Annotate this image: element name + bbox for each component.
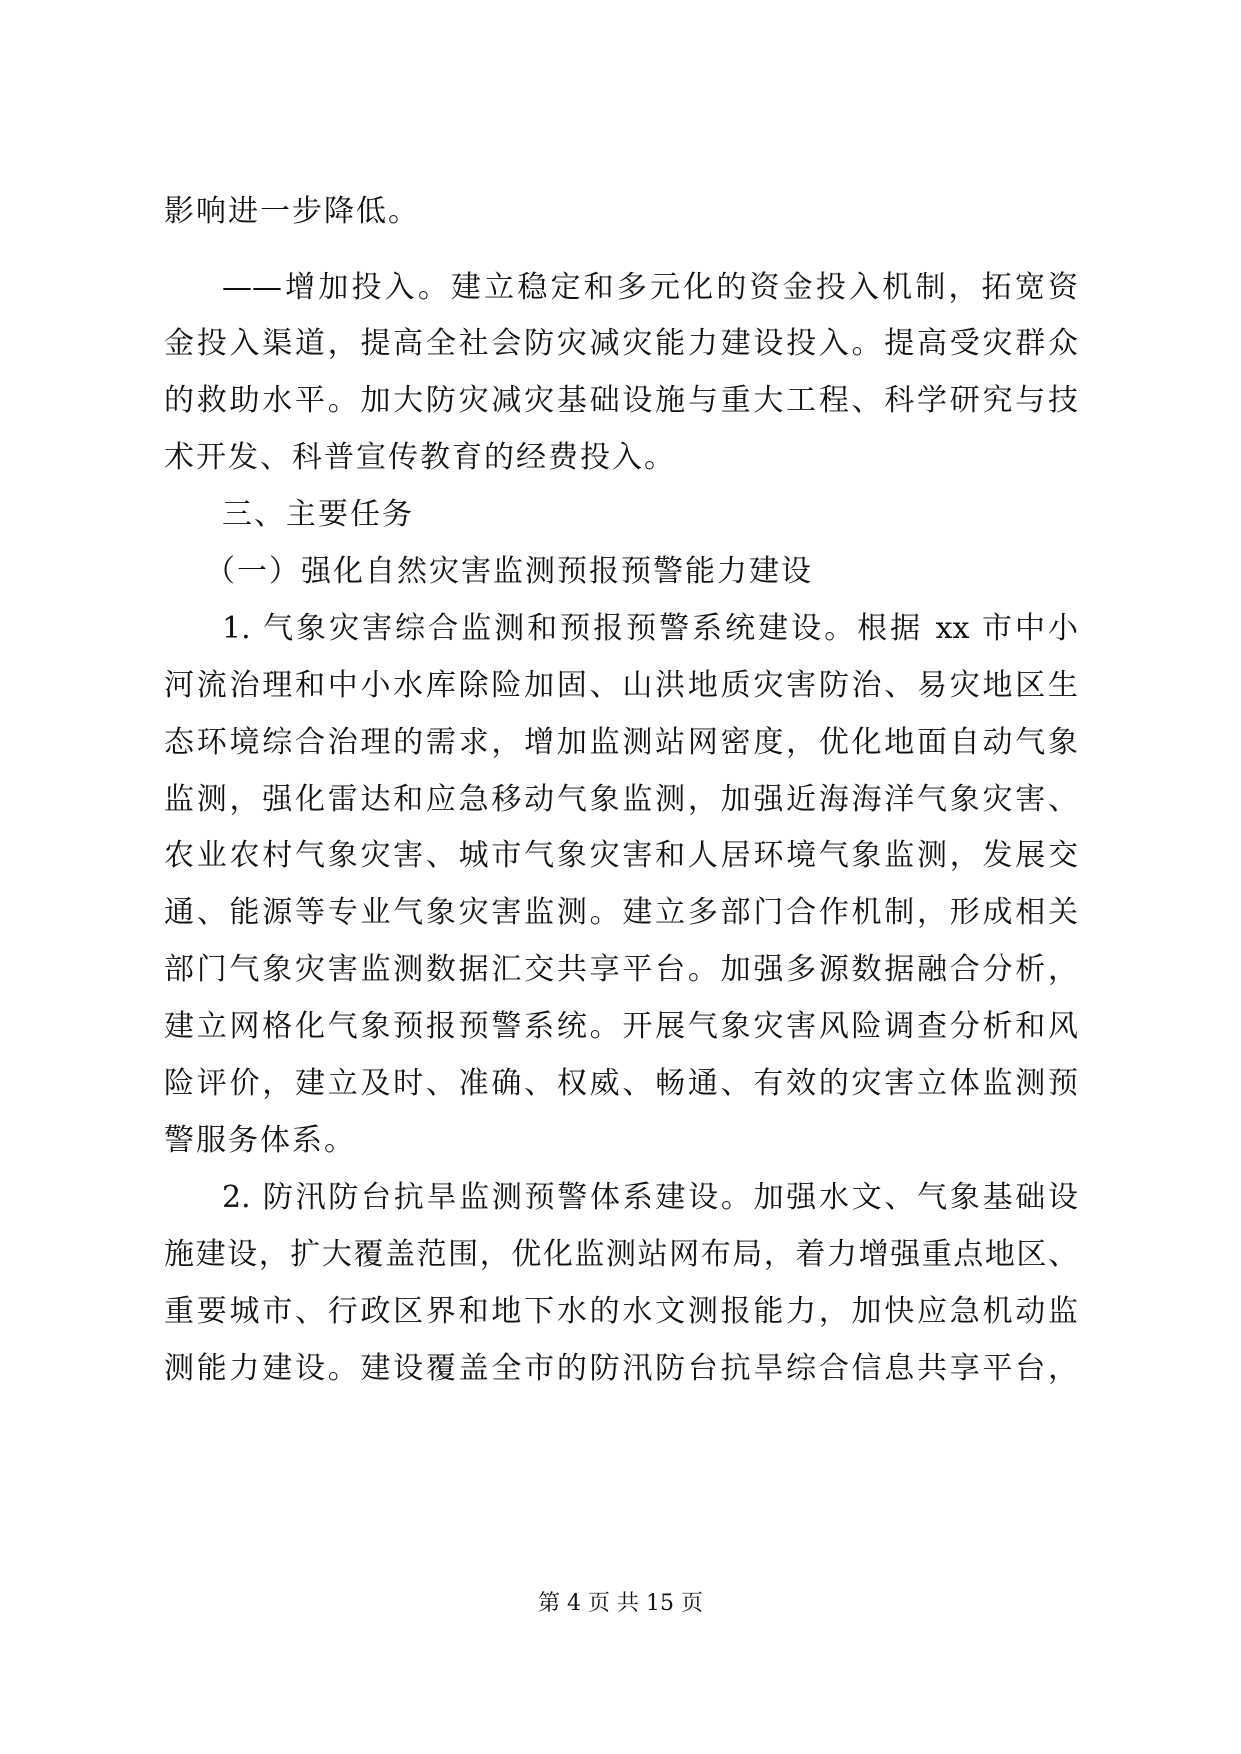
text-line: ——增加投入。建立稳定和多元化的资金投入机制，拓宽资 [222,270,1078,305]
text-line: 1. 气象灾害综合监测和预报预警系统建设。根据 xx 市中小 [222,611,1078,646]
text-line: 部门气象灾害监测数据汇交共享平台。加强多源数据融合分析， [164,952,1078,987]
text-line: 建立网格化气象预报预警系统。开展气象灾害风险调查分析和风 [164,1009,1078,1044]
text-line: 影响进一步降低。 [164,194,420,229]
section-heading: 三、主要任务 [222,497,414,532]
text-line: 河流治理和中小水库除险加固、山洪地质灾害防治、易灾地区生 [164,668,1078,703]
text-line: 术开发、科普宣传教育的经费投入。 [164,440,676,475]
text-line: 测能力建设。建设覆盖全市的防汛防台抗旱综合信息共享平台， [164,1351,1078,1386]
text-line: 金投入渠道，提高全社会防灾减灾能力建设投入。提高受灾群众 [164,326,1078,361]
text-line: 通、能源等专业气象灾害监测。建立多部门合作机制，形成相关 [164,895,1078,930]
text-line: 监测，强化雷达和应急移动气象监测，加强近海海洋气象灾害、 [164,782,1078,817]
text-line: 农业农村气象灾害、城市气象灾害和人居环境气象监测，发展交 [164,838,1078,873]
subsection-heading: （一）强化自然灾害监测预报预警能力建设 [205,554,813,589]
text-line: 警服务体系。 [164,1123,356,1158]
text-line: 施建设，扩大覆盖范围，优化监测站网布局，着力增强重点地区、 [164,1237,1078,1272]
text-line: 2. 防汛防台抗旱监测预警体系建设。加强水文、气象基础设 [222,1180,1078,1215]
text-line: 重要城市、行政区界和地下水的水文测报能力，加快应急机动监 [164,1294,1078,1329]
page-number-footer: 第 4 页 共 15 页 [538,1591,703,1616]
text-line: 的救助水平。加大防灾减灾基础设施与重大工程、科学研究与技 [164,383,1078,418]
text-line: 险评价，建立及时、准确、权威、畅通、有效的灾害立体监测预 [164,1066,1078,1101]
text-line: 态环境综合治理的需求，增加监测站网密度，优化地面自动气象 [164,725,1078,760]
